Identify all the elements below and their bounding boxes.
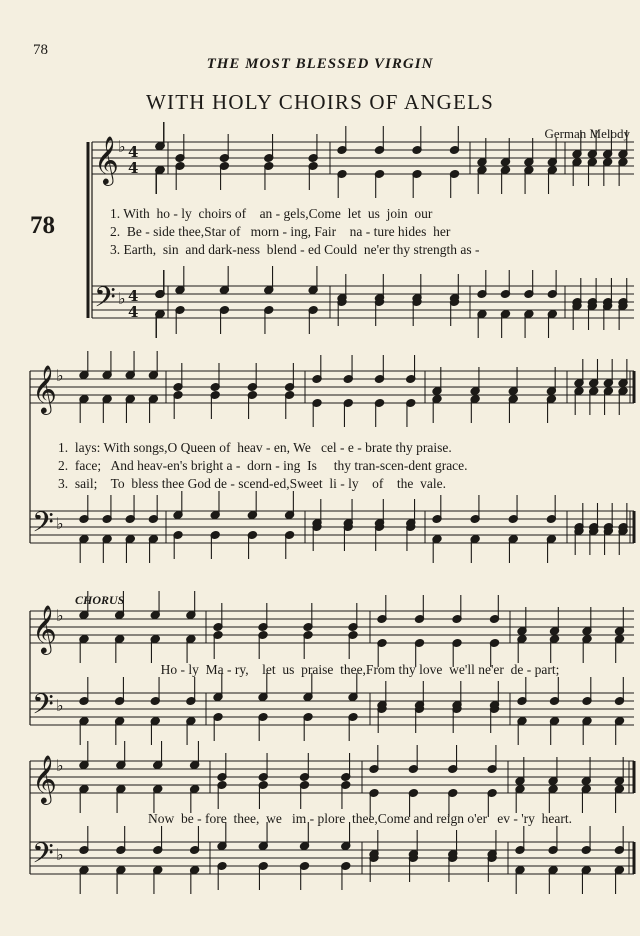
time-signature: 4 <box>128 287 139 305</box>
lyric-line: 3. sail; To bless thee God de - scend-ed,Sweet li - ly of the vale. <box>58 476 446 491</box>
hymn-title: WITH HOLY CHOIRS OF ANGELS <box>146 90 494 114</box>
lyric-line: 2. Be - side thee,Star of morn - ing, Fair na - ture hides her <box>110 224 451 239</box>
flat-sign-icon: ♭ <box>56 696 64 715</box>
flat-sign-icon: ♭ <box>56 366 64 385</box>
flat-sign-icon: ♭ <box>56 514 64 533</box>
time-signature: 4 <box>128 143 139 161</box>
chorus-label: CHORUS <box>75 593 125 607</box>
time-signature: 4 <box>128 159 139 177</box>
lyric-line: 3. Earth, sin and dark-ness blend - ed Could ne'er thy strength as - <box>110 242 480 257</box>
treble-clef-icon: 𝄞 <box>32 604 57 653</box>
page-number: 78 <box>33 42 48 58</box>
lyric-line: 1. lays: With songs,O Queen of heav - en, We cel - e - brate thy praise. <box>58 440 452 455</box>
lyric-line: 1. With ho - ly choirs of an - gels,Come let us join our <box>110 206 433 221</box>
flat-sign-icon: ♭ <box>56 606 64 625</box>
flat-sign-icon: ♭ <box>118 137 126 156</box>
hymn-number: 78 <box>30 212 55 239</box>
bass-clef-icon: 𝄢 <box>32 506 54 546</box>
time-signature: 4 <box>128 303 139 321</box>
flat-sign-icon: ♭ <box>56 845 64 864</box>
bass-clef-icon: 𝄢 <box>94 281 116 321</box>
treble-clef-icon: 𝄞 <box>32 364 57 413</box>
treble-clef-icon: 𝄞 <box>94 135 119 184</box>
tune-credit: German Melody <box>544 126 630 141</box>
running-head: THE MOST BLESSED VIRGIN <box>206 56 434 72</box>
bass-clef-icon: 𝄢 <box>32 837 54 877</box>
bass-clef-icon: 𝄢 <box>32 688 54 728</box>
lyric-line: Ho - ly Ma - ry, let us praise thee,From thy love we'll ne'er de - part; <box>160 662 560 677</box>
lyric-line: 2. face; And heav-en's bright a - dorn - ing Is thy tran-scen-dent grace. <box>58 458 468 473</box>
flat-sign-icon: ♭ <box>56 756 64 775</box>
lyric-line: Now be - fore thee, we im - plore thee,Come and reign o'er ev - 'ry heart. <box>148 811 572 826</box>
flat-sign-icon: ♭ <box>118 289 126 308</box>
treble-clef-icon: 𝄞 <box>32 754 57 803</box>
